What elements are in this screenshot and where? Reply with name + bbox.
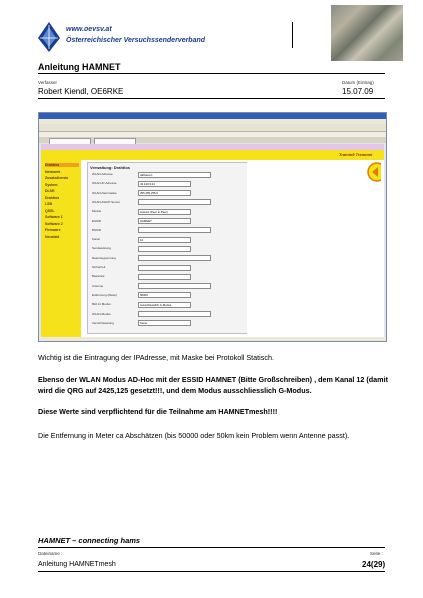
field-label: WLAN-Netzmaske [92, 190, 117, 195]
window-toolbar [39, 124, 386, 132]
wlan-form [87, 162, 249, 334]
form-title: Verwaltung: Drahtlos [90, 165, 131, 170]
author: Robert Kiendl, OE6RKE [38, 87, 124, 96]
field-input[interactable]: HAMNET [138, 218, 191, 224]
field-label: WLAN-Adresse [92, 172, 113, 176]
back-arrow-icon [367, 161, 381, 183]
sidebar-item[interactable]: LSB [45, 202, 52, 206]
field-label: BSSID [92, 227, 102, 232]
field-label: Basisrate [92, 274, 105, 279]
window-tabstrip [39, 137, 386, 143]
sidebar-item[interactable]: Software 2 [45, 221, 63, 226]
field-input[interactable] [138, 265, 191, 271]
field-label: 802.11 Modus [92, 302, 111, 307]
field-label: Sendeleistung [92, 246, 112, 251]
field-input[interactable] [138, 311, 211, 317]
field-label: WLAN-Modus [92, 311, 111, 316]
filename: Anleitung HAMNETmesh [38, 561, 116, 568]
embedded-screenshot [38, 112, 387, 342]
header-photo [331, 5, 403, 61]
header-divider [292, 22, 293, 48]
page-label: Seite : [370, 551, 383, 556]
field-label: ESSID [92, 218, 102, 223]
field-input[interactable] [138, 283, 211, 289]
window-statusbar [39, 337, 386, 341]
sidebar-item[interactable]: QSSL [45, 208, 55, 213]
sidebar-item[interactable]: Neustart [45, 234, 60, 239]
field-label: WLAN-DHCP-Server [92, 199, 121, 204]
sidebar-item[interactable]: Zusatzdienste [45, 176, 69, 180]
paragraph-3: Diese Werte sind verpflichtend für die Teilnahme am HAMNETmesh!!!! [38, 407, 278, 416]
doc-title: Anleitung HAMNET [38, 62, 121, 72]
divider [38, 571, 385, 572]
header-url: www.oevsv.at [66, 26, 112, 33]
field-input[interactable]: 255.255.255.0 [138, 190, 191, 196]
oevsv-logo-icon [38, 22, 60, 52]
paragraph-2: Ebenso der WLAN Modus AD-Hoc mit der ESSID HAMNET (Bitte Großschreiben) , dem Kanal 12 (damit wird die QRG auf 2425,125 gesetzt!!!, und dem Modus ausschliesslich G-Modus. [38, 375, 388, 395]
page-number: 24(29) [362, 560, 386, 569]
field-input[interactable]: Keine [138, 320, 191, 326]
content-blank [247, 160, 384, 337]
field-label: Entfernung (Meter) [92, 292, 118, 297]
footer-title: HAMNET – connecting hams [38, 536, 141, 545]
field-label: Sicherheit [92, 265, 106, 269]
field-label: Antenne [92, 283, 104, 288]
paragraph-1: Wichtig ist die Eintragung der IPAdresse, mit Maske bei Protokoll Statisch. [38, 353, 274, 362]
field-label: Kanal [92, 237, 100, 242]
field-label: WLAN-IP-Adresse [92, 181, 117, 186]
field-input[interactable]: 44.143.9.14 [138, 181, 191, 187]
sidebar-item[interactable]: Software 1 [45, 215, 63, 219]
field-input[interactable]: Ausschliesslich G-Modus [138, 302, 191, 308]
paragraph-4: Die Entfernung in Meter ca Abschätzen (bis 50000 oder 50km kein Problem wenn Antenne passt). [38, 431, 350, 440]
field-input[interactable]: 50000 [138, 292, 191, 298]
brand-band [41, 150, 384, 160]
field-input[interactable] [138, 274, 191, 280]
field-label: Modus [92, 209, 102, 214]
sidebar-item[interactable]: Firmware [45, 228, 61, 232]
divider [38, 73, 385, 74]
field-input[interactable] [138, 199, 211, 205]
header-org: Österreichischer Versuchssenderverband [66, 37, 206, 44]
filename-label: Dateiname : [38, 551, 63, 556]
sidebar-item[interactable]: Netzwerk [45, 169, 61, 174]
router-sidebar [41, 160, 81, 337]
divider [38, 98, 385, 99]
field-input[interactable]: Aktivieren [138, 172, 211, 178]
field-input[interactable] [138, 227, 211, 233]
divider [38, 547, 385, 548]
author-label: Verfasser [38, 80, 58, 85]
sidebar-item[interactable]: Drahtlos [45, 195, 60, 200]
sidebar-item[interactable]: System [45, 182, 58, 187]
sidebar-item[interactable]: Drahtlos [45, 163, 79, 167]
router-page [41, 144, 384, 337]
field-label: Verschlüsselung [92, 320, 114, 325]
date: 15.07.09 [342, 87, 374, 96]
brand-text: Trainin9 Tremmel [339, 152, 373, 157]
field-input[interactable] [138, 255, 211, 261]
field-label: Ratenbegrenzung [92, 255, 116, 260]
field-input[interactable] [138, 246, 191, 252]
sidebar-item[interactable]: DLSR [45, 189, 55, 193]
field-input[interactable]: Ad-Hoc (Peer to Peer) [138, 209, 191, 215]
field-input[interactable]: 12 [138, 237, 191, 243]
date-label: Datum (Eintrag) [342, 80, 374, 85]
